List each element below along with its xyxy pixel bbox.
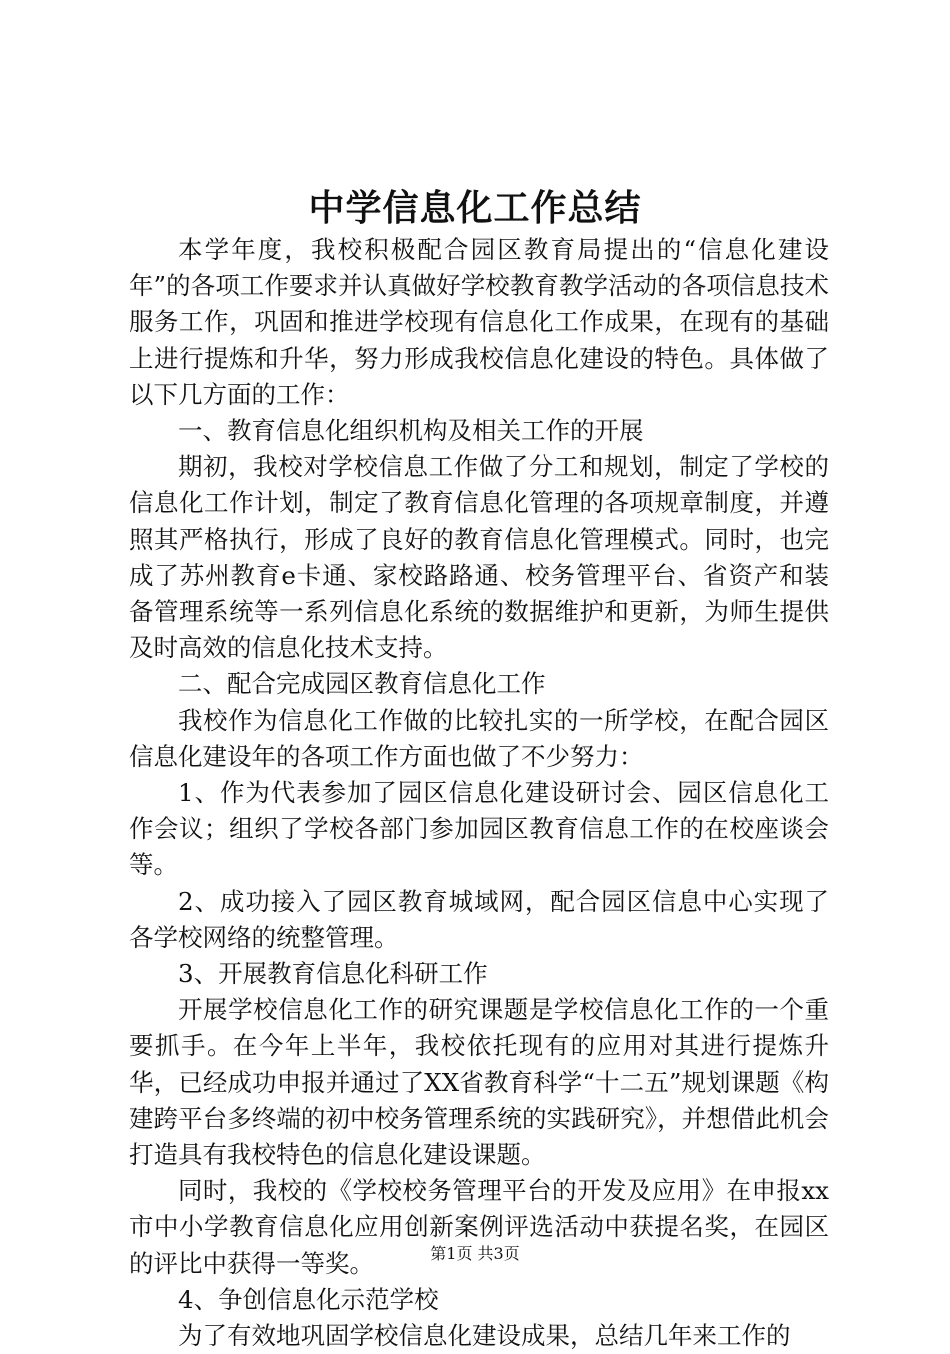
paragraph-section-3b: 同时，我校的《学校校务管理平台的开发及应用》在申报xx市中小学教育信息化应用创新案例评选活动中获提名奖，在园区的评比中获得一等奖。 (129, 1176, 829, 1278)
section-heading-2: 二、配合完成园区教育信息化工作 (178, 669, 546, 699)
paragraph-section-1: 期初，我校对学校信息工作做了分工和规划，制定了学校的信息化工作计划，制定了教育信息化管理的各项规章制度，并遵照其严格执行，形成了良好的教育信息化管理模式。同时，也完成了苏州教育e卡通、家校路路通、校务管理平台、省资产和装备管理系统等一系列信息化系统的数据维护和更新，为师生提供及时高效的信息化技术支持。 (129, 452, 829, 663)
page-footer: 第1页 共3页 (430, 1244, 520, 1263)
section-heading-1: 一、教育信息化组织机构及相关工作的开展 (178, 416, 644, 446)
section-heading-3: 3、开展教育信息化科研工作 (178, 959, 488, 989)
paragraph-section-2: 我校作为信息化工作做的比较扎实的一所学校，在配合园区信息化建设年的各项工作方面也做了不少努力： (129, 705, 829, 771)
list-item-1: 1、作为代表参加了园区信息化建设研讨会、园区信息化工作会议；组织了学校各部门参加园区教育信息工作的在校座谈会等。 (129, 778, 829, 880)
list-item-2: 2、成功接入了园区教育城域网，配合园区信息中心实现了各学校网络的统整管理。 (129, 886, 829, 952)
paragraph-intro: 本学年度，我校积极配合园区教育局提出的“信息化建设年”的各项工作要求并认真做好学校教育教学活动的各项信息技术服务工作，巩固和推进学校现有信息化工作成果，在现有的基础上进行提炼和升华，努力形成我校信息化建设的特色。具体做了以下几方面的工作： (129, 235, 829, 409)
document-title: 中学信息化工作总结 (308, 188, 642, 229)
section-heading-4: 4、争创信息化示范学校 (178, 1284, 439, 1314)
paragraph-section-4: 为了有效地巩固学校信息化建设成果，总结几年来工作的 (178, 1321, 791, 1351)
document-body (129, 232, 829, 1354)
paragraph-section-3: 开展学校信息化工作的研究课题是学校信息化工作的一个重要抓手。在今年上半年，我校依托现有的应用对其进行提炼升华，已经成功申报并通过了XX省教育科学“十二五”规划课题《构建跨平台多终端的初中校务管理系统的实践研究》，并想借此机会打造具有我校特色的信息化建设课题。 (129, 995, 829, 1170)
